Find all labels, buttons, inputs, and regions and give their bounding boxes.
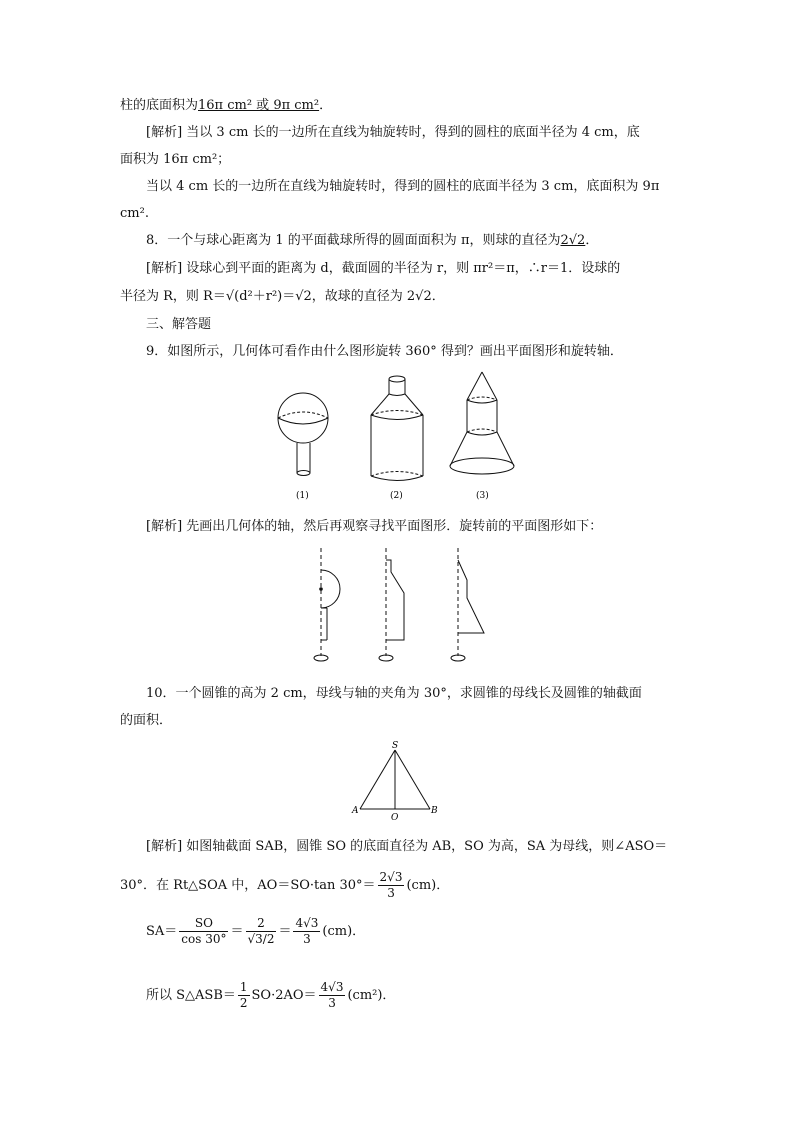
fraction-numerator: 1	[239, 980, 248, 994]
fraction	[378, 870, 405, 901]
equals: ＝	[230, 924, 244, 939]
fraction-numerator: 4√3	[320, 980, 344, 994]
fraction-numerator: SO	[179, 916, 228, 932]
unit: (cm)．	[322, 924, 366, 939]
fraction-numerator: 4√3	[295, 916, 319, 930]
fraction-denominator: 3	[303, 932, 311, 946]
fraction-numerator: 2√3	[379, 870, 403, 884]
q8-suffix: ．	[585, 233, 599, 248]
fraction-denominator: 3	[387, 886, 395, 900]
fraction-denominator: √3/2	[247, 932, 275, 946]
q10-question-line2: 的面积．	[120, 713, 173, 728]
q10-sa-formula	[146, 912, 365, 952]
fraction	[319, 980, 346, 1011]
q8-question	[146, 232, 598, 250]
unit: (cm²)．	[347, 988, 396, 1003]
fraction	[238, 980, 250, 1011]
sphere-shape	[278, 393, 328, 443]
fig-label-1: (1)	[296, 491, 309, 501]
q10-jiexi-line2	[120, 870, 449, 902]
q7-jiexi-line1	[146, 124, 640, 142]
q8-jiexi-line2: 半径为 R，则 R＝√(d²＋r²)＝√2，故球的直径为 2√2．	[120, 289, 445, 304]
label-b: B	[431, 806, 438, 816]
q8-answer: 2√2	[560, 233, 586, 248]
q7-jiexi-line2: 面积为 16π cm²；	[120, 152, 231, 167]
fig-label-2: (2)	[390, 491, 403, 501]
q9-planar-figure	[300, 548, 500, 668]
fraction	[179, 916, 228, 947]
q10-ao-expr: 30°．在 Rt△SOA 中，AO＝SO·tan 30°＝	[120, 878, 376, 893]
label-s: S	[392, 741, 399, 751]
q7-prefix: 柱的底面积为	[120, 98, 199, 113]
sa-lhs: SA＝	[146, 924, 178, 939]
q9-jiexi	[146, 518, 602, 536]
q10-jiexi-text1: 如图轴截面 SAB，圆锥 SO 的底面直径为 AB，SO 为高，SA 为母线，则∠ASO＝	[186, 839, 668, 854]
q8-jiexi-text1: 设球心到平面的距离为 d，截面圆的半径为 r，则 πr²＝π，∴r＝1．设球的	[186, 261, 621, 276]
q10-area-formula	[146, 980, 395, 1012]
q9-question: 9．如图所示，几何体可看作由什么图形旋转 360° 得到？画出平面图形和旋转轴．	[146, 344, 623, 359]
q7-jiexi-line4: cm².	[120, 206, 149, 221]
area-mid: SO·2AO＝	[251, 988, 317, 1003]
unit: (cm)．	[406, 878, 450, 893]
fig-label-3: (3)	[476, 491, 489, 501]
jiexi-label: [解析]	[146, 519, 183, 534]
label-o: O	[391, 813, 399, 823]
q8-question-text: 8．一个与球心距离为 1 的平面截球所得的圆面面积为 π，则球的直径为	[146, 233, 561, 248]
q7-line1	[120, 97, 332, 115]
fraction	[246, 916, 277, 947]
area-lhs: 所以 S△ASB＝	[146, 988, 236, 1003]
section-heading: 三、解答题	[146, 317, 212, 332]
q10-cone-section-figure	[345, 740, 445, 822]
fraction-denominator: cos 30°	[181, 932, 227, 946]
jiexi-label: [解析]	[146, 261, 183, 276]
fraction-numerator: 2	[246, 916, 277, 932]
jiexi-label: [解析]	[146, 125, 183, 140]
jiexi-label: [解析]	[146, 839, 183, 854]
q7-suffix: ．	[319, 98, 333, 113]
q10-question-line1: 10．一个圆锥的高为 2 cm，母线与轴的夹角为 30°，求圆锥的母线长及圆锥的轴截面	[146, 686, 642, 701]
equals: ＝	[278, 924, 292, 939]
q7-answer: 16π cm² 或 9π cm²	[198, 98, 320, 113]
label-a: A	[352, 806, 359, 816]
sphere-equator-front	[278, 418, 328, 424]
fraction-denominator: 2	[239, 996, 248, 1010]
q7-jiexi-line3: 当以 4 cm 长的一边所在直线为轴旋转时，得到的圆柱的底面半径为 3 cm，底面积为 9π	[146, 179, 660, 194]
q9-solids-figure	[260, 370, 540, 505]
fraction	[293, 916, 320, 947]
q10-jiexi-line1	[146, 838, 667, 856]
q8-jiexi-line1	[146, 260, 620, 278]
q7-jiexi-text1: 当以 3 cm 长的一边所在直线为轴旋转时，得到的圆柱的底面半径为 4 cm，底	[186, 125, 640, 140]
fraction-denominator: 3	[328, 996, 336, 1010]
q9-jiexi-text: 先画出几何体的轴，然后再观察寻找平面图形．旋转前的平面图形如下：	[186, 519, 603, 534]
